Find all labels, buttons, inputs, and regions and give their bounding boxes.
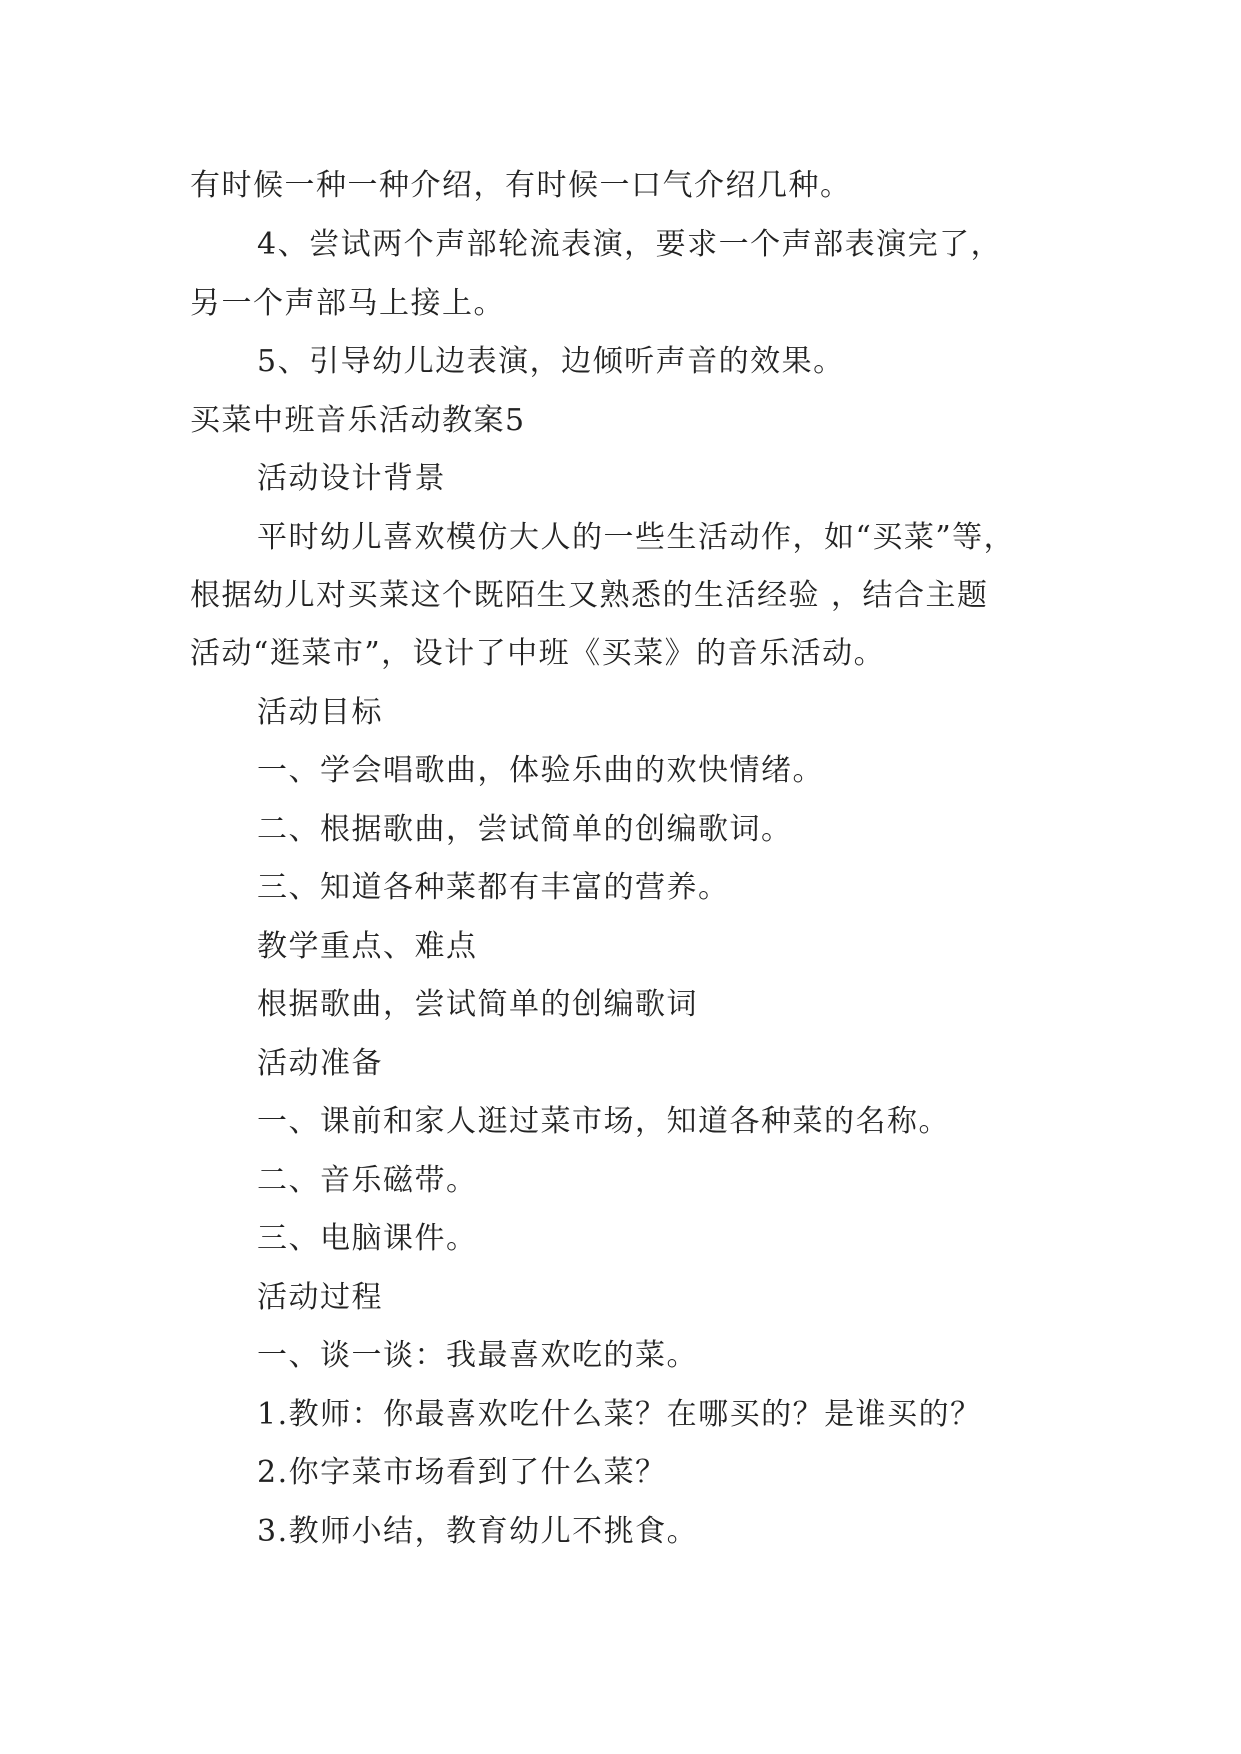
- heading-goals: 活动目标: [257, 695, 383, 730]
- paragraph-line: 有时候一种一种介绍，有时候一口气介绍几种。: [190, 168, 852, 203]
- process-subitem-1: 1.教师：你最喜欢吃什么菜？在哪买的？是谁买的？: [257, 1397, 982, 1432]
- paragraph-line: 平时幼儿喜欢模仿大人的一些生活动作，如“买菜”等，: [257, 520, 1016, 555]
- goal-item-2: 二、根据歌曲，尝试简单的创编歌词。: [257, 812, 793, 847]
- process-subitem-2: 2.你字菜市场看到了什么菜？: [257, 1455, 667, 1490]
- key-point-text: 根据歌曲，尝试简单的创编歌词: [257, 987, 698, 1022]
- goal-item-1: 一、学会唱歌曲，体验乐曲的欢快情绪。: [257, 753, 824, 788]
- list-item-4: 4、尝试两个声部轮流表演，要求一个声部表演完了，: [257, 227, 1003, 262]
- heading-key-points: 教学重点、难点: [257, 929, 478, 964]
- paragraph-line: 活动“逛菜市”，设计了中班《买菜》的音乐活动。: [190, 636, 886, 671]
- section-title: 买菜中班音乐活动教案5: [190, 403, 526, 438]
- list-item-5: 5、引导幼儿边表演，边倾听声音的效果。: [257, 344, 845, 379]
- preparation-item-1: 一、课前和家人逛过菜市场，知道各种菜的名称。: [257, 1104, 950, 1139]
- process-subitem-3: 3.教师小结，教育幼儿不挑食。: [257, 1514, 699, 1549]
- goal-item-3: 三、知道各种菜都有丰富的营养。: [257, 870, 730, 905]
- paragraph-line: 根据幼儿对买菜这个既陌生又熟悉的生活经验 ，结合主题: [190, 578, 989, 613]
- heading-preparation: 活动准备: [257, 1046, 383, 1081]
- preparation-item-3: 三、电脑课件。: [257, 1221, 478, 1256]
- preparation-item-2: 二、音乐磁带。: [257, 1163, 478, 1198]
- heading-design-background: 活动设计背景: [257, 461, 446, 496]
- heading-process: 活动过程: [257, 1280, 383, 1315]
- paragraph-line: 另一个声部马上接上。: [190, 286, 505, 321]
- process-item-1: 一、谈一谈：我最喜欢吃的菜。: [257, 1338, 698, 1373]
